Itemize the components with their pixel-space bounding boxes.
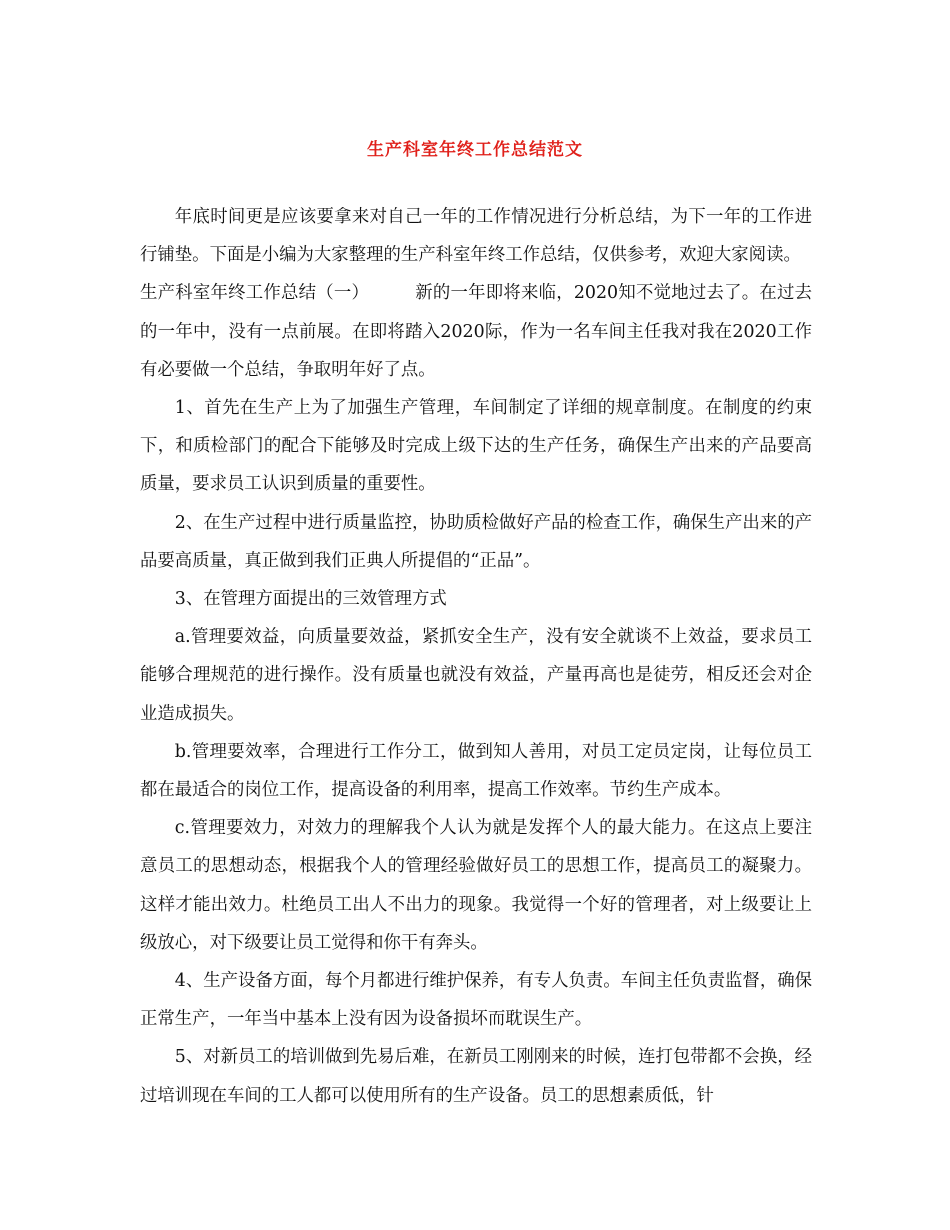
document-body <box>140 198 812 1115</box>
paragraph-item-a: a.管理要效益，向质量要效益，紧抓安全生产，没有安全就谈不上效益，要求员工能够合理规范的进行操作。没有质量也就没有效益，产量再高也是徒劳，相反还会对企业造成损失。 <box>140 627 812 724</box>
document-title: 生产科室年终工作总结范文 <box>367 140 583 160</box>
paragraph-intro: 年底时间更是应该要拿来对自己一年的工作情况进行分析总结，为下一年的工作进行铺垫。下面是小编为大家整理的生产科室年终工作总结，仅供参考，欢迎大家阅读。 <box>140 207 812 266</box>
paragraph-item-5: 5、对新员工的培训做到先易后难，在新员工刚刚来的时候，连打包带都不会换，经过培训现在车间的工人都可以使用所有的生产设备。员工的思想素质低，针 <box>140 1047 812 1106</box>
paragraph-item-c: c.管理要效力，对效力的理解我个人认为就是发挥个人的最大能力。在这点上要注意员工的思想动态，根据我个人的管理经验做好员工的思想工作，提高员工的凝聚力。这样才能出效力。杜绝员工出人不出力的现象。我觉得一个好的管理者，对上级要让上级放心，对下级要让员工觉得和你干有奔头。 <box>140 818 812 953</box>
paragraph-item-1: 1、首先在生产上为了加强生产管理，车间制定了详细的规章制度。在制度的约束下，和质检部门的配合下能够及时完成上级下达的生产任务，确保生产出来的产品要高质量，要求员工认识到质量的重要性。 <box>140 398 812 495</box>
paragraph-item-4: 4、生产设备方面，每个月都进行维护保养，有专人负责。车间主任负责监督，确保正常生产，一年当中基本上没有因为设备损坏而耽误生产。 <box>140 971 812 1030</box>
paragraph-item-3: 3、在管理方面提出的三效管理方式 <box>174 589 447 610</box>
paragraph-item-b: b.管理要效率，合理进行工作分工，做到知人善用，对员工定员定岗，让每位员工都在最适合的岗位工作，提高设备的利用率，提高工作效率。节约生产成本。 <box>140 741 812 801</box>
paragraph-item-2: 2、在生产过程中进行质量监控，协助质检做好产品的检查工作，确保生产出来的产品要高质量，真正做到我们正典人所提倡的“正品”。 <box>140 512 812 571</box>
paragraph-section-one: 生产科室年终工作总结（一） 新的一年即将来临，2020知不觉地过去了。在过去的一年中，没有一点前展。在即将踏入2020际，作为一名车间主任我对我在2020工作有必要做一个总结，争取明年好了点。 <box>140 283 812 380</box>
